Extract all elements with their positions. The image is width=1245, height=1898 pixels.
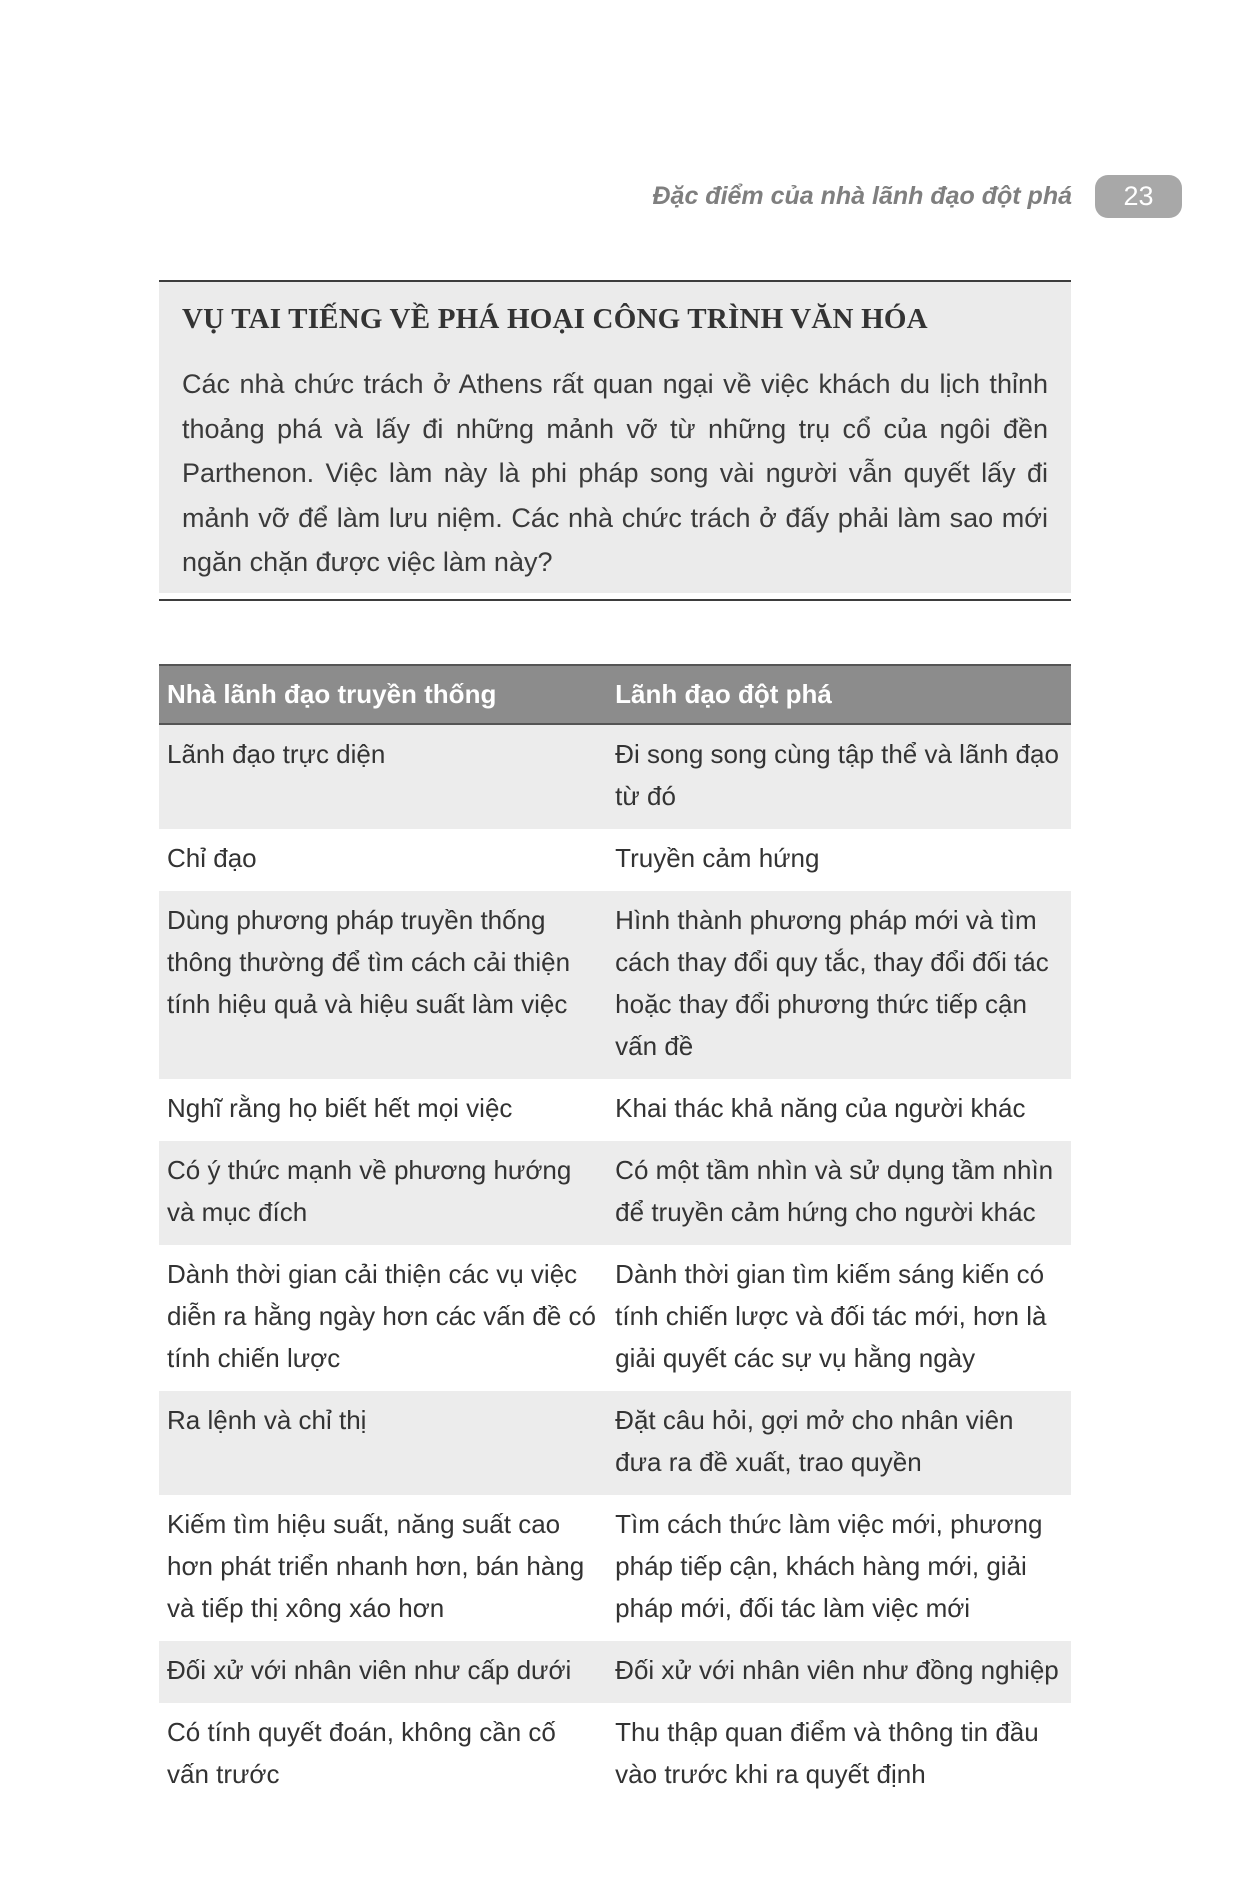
- table-row: [159, 1703, 1071, 1807]
- table-row: [159, 1391, 1071, 1495]
- breakthrough-cell: Có một tầm nhìn và sử dụng tầm nhìn để truyền cảm hứng cho người khác: [607, 1141, 1071, 1245]
- traditional-cell: Dành thời gian cải thiện các vụ việc diễn ra hằng ngày hơn các vấn đề có tính chiến lược: [167, 1259, 597, 1373]
- header-breakthrough-leader: Lãnh đạo đột phá: [607, 665, 1071, 724]
- traditional-cell: Có ý thức mạnh về phương hướng và mục đích: [159, 1141, 607, 1245]
- table-row: [159, 1079, 1071, 1141]
- breakthrough-cell: Đi song song cùng tập thể và lãnh đạo từ đó: [607, 724, 1071, 829]
- breakthrough-cell: Đối xử với nhân viên như đồng nghiệp: [607, 1641, 1071, 1703]
- leadership-comparison-table: [159, 664, 1071, 1807]
- table-header-row: [159, 665, 1071, 724]
- case-study-title: VỤ TAI TIẾNG VỀ PHÁ HOẠI CÔNG TRÌNH VĂN HÓA: [182, 303, 928, 335]
- traditional-cell: Lãnh đạo trực diện: [159, 724, 607, 829]
- traditional-cell: Kiếm tìm hiệu suất, năng suất cao hơn phát triển nhanh hơn, bán hàng và tiếp thị xông xáo hơn: [167, 1509, 585, 1623]
- table-row: [159, 829, 1071, 891]
- table-row: [159, 724, 1071, 829]
- header-traditional-leader: Nhà lãnh đạo truyền thống: [159, 665, 607, 724]
- traditional-cell: Dùng phương pháp truyền thống thông thường để tìm cách cải thiện tính hiệu quả và hiệu suất làm việc: [159, 891, 607, 1079]
- traditional-cell: Có tính quyết đoán, không cần cố vấn trước: [167, 1717, 556, 1789]
- breakthrough-cell: Dành thời gian tìm kiếm sáng kiến có tính chiến lược và đối tác mới, hơn là giải quyết các sự vụ hằng ngày: [615, 1259, 1047, 1373]
- running-header-title: Đặc điểm của nhà lãnh đạo đột phá: [652, 182, 1072, 210]
- traditional-cell: Chỉ đạo: [167, 843, 257, 873]
- breakthrough-cell: Đặt câu hỏi, gợi mở cho nhân viên đưa ra đề xuất, trao quyền: [607, 1391, 1071, 1495]
- breakthrough-cell: Hình thành phương pháp mới và tìm cách thay đổi quy tắc, thay đổi đối tác hoặc thay đổi phương thức tiếp cận vấn đề: [607, 891, 1071, 1079]
- table-row: [159, 1141, 1071, 1245]
- case-box-bottom-rule: [159, 599, 1071, 601]
- traditional-cell: Nghĩ rằng họ biết hết mọi việc: [167, 1093, 513, 1123]
- breakthrough-cell: Tìm cách thức làm việc mới, phương pháp tiếp cận, khách hàng mới, giải pháp mới, đối tác làm việc mới: [615, 1509, 1043, 1623]
- breakthrough-cell: Khai thác khả năng của người khác: [615, 1093, 1026, 1123]
- table-row: [159, 1245, 1071, 1391]
- case-study-body: Các nhà chức trách ở Athens rất quan ngại về việc khách du lịch thỉnh thoảng phá và lấy đi những mảnh vỡ từ những trụ cổ của ngôi đền Parthenon. Việc làm này là phi pháp song vài người vẫn quyết lấy đi mảnh vỡ để làm lưu niệm. Các nhà chức trách ở đấy phải làm sao mới ngăn chặn được việc làm này?: [182, 369, 1048, 578]
- table-row: [159, 1641, 1071, 1703]
- traditional-cell: Ra lệnh và chỉ thị: [159, 1391, 607, 1495]
- breakthrough-cell: Thu thập quan điểm và thông tin đầu vào trước khi ra quyết định: [615, 1717, 1039, 1789]
- case-study-box: [159, 280, 1071, 593]
- traditional-cell: Đối xử với nhân viên như cấp dưới: [159, 1641, 607, 1703]
- page-number-badge: 23: [1095, 175, 1182, 218]
- table-row: [159, 1495, 1071, 1641]
- table-row: [159, 891, 1071, 1079]
- breakthrough-cell: Truyền cảm hứng: [615, 843, 820, 873]
